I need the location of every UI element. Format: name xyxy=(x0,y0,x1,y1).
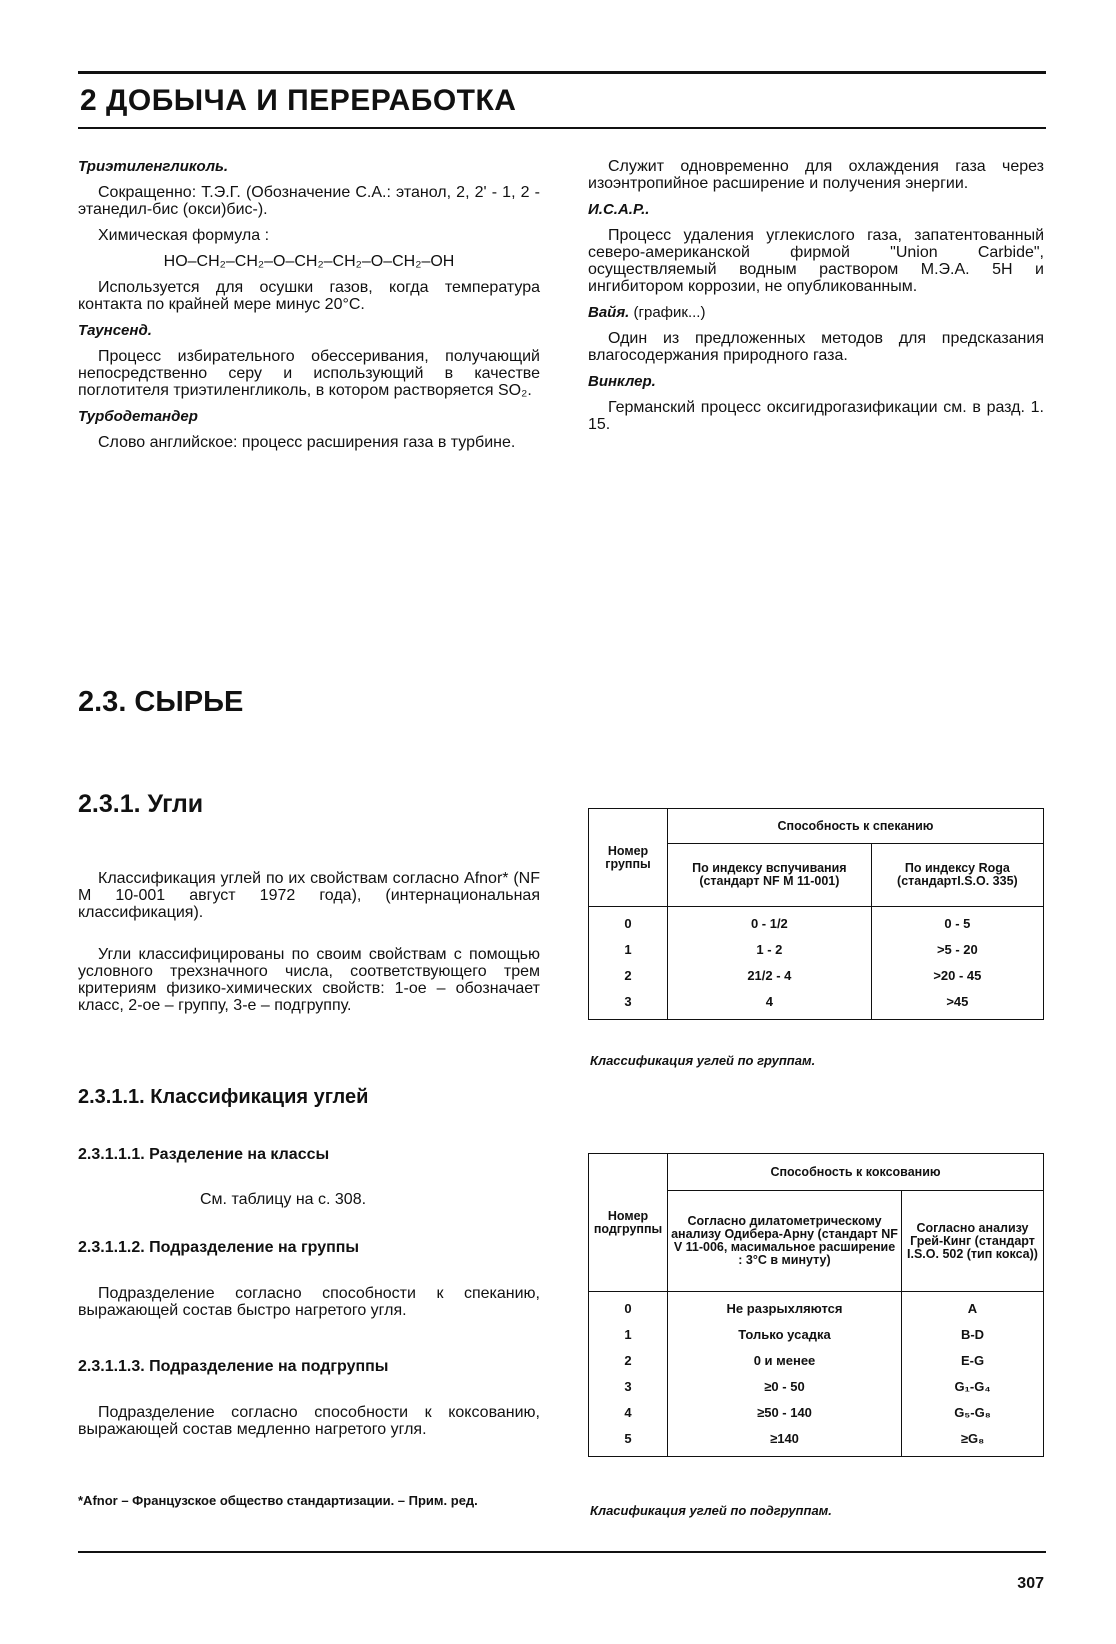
heading-coal-classification: 2.3.1.1. Классификация углей xyxy=(78,1086,369,1108)
chemical-formula: HO–CH₂–CH₂–O–CH₂–CH₂–O–CH₂–OH xyxy=(163,253,455,270)
table-cell: 0 и менее xyxy=(668,1348,902,1374)
footnote: *Afnor – Французское общество стандартизации. – Прим. ред. xyxy=(78,1493,478,1508)
chapter-title: 2 ДОБЫЧА И ПЕРЕРАБОТКА xyxy=(80,84,517,117)
table-cell: 21/2 - 4 xyxy=(668,963,872,989)
paragraph: Подразделение согласно способности к коксованию, выражающей состав медленно нагретого угля. xyxy=(78,1404,540,1438)
table-header-coking: Способность к коксованию xyxy=(668,1154,1044,1191)
table-row xyxy=(589,963,1044,989)
table-cell: 2 xyxy=(589,963,668,989)
table-row xyxy=(589,907,1044,938)
table-cell: 0 - 1/2 xyxy=(668,907,872,938)
term-isar: И.С.А.Р.. xyxy=(588,201,650,218)
left-top-column xyxy=(78,158,540,460)
table-row xyxy=(589,937,1044,963)
page-number: 307 xyxy=(1017,1575,1044,1592)
header-rule-bottom xyxy=(78,127,1046,129)
heading-groups: 2.3.1.1.2. Подразделение на группы xyxy=(78,1239,360,1256)
heading-division-classes: 2.3.1.1.1. Разделение на классы xyxy=(78,1146,330,1163)
table-cell: 1 xyxy=(589,937,668,963)
paragraph: Используется для осушки газов, когда температура контакта по крайней мере минус 20°С. xyxy=(78,279,540,313)
section-title: 2.3. СЫРЬЕ xyxy=(78,686,244,718)
paragraph: Процесс избирательного обессеривания, получающий непосредственно серу и использующий в качестве поглотителя триэтиленгликоль, в котором растворяется SO₂. xyxy=(78,348,540,399)
table-row xyxy=(589,1348,1044,1374)
table-caption-groups: Классификация углей по группам. xyxy=(590,1053,816,1068)
table-subgroups xyxy=(588,1153,1044,1457)
table-cell: >20 - 45 xyxy=(871,963,1043,989)
term-vaiya-label: Вайя. xyxy=(588,304,630,321)
table-row xyxy=(589,1292,1044,1323)
table-header-dilatometric: Согласно дилатометрическому анализу Одибера-Арну (стандарт NF V 11-006, масимальное расширение : 3°С в минуту) xyxy=(668,1191,902,1292)
paragraph: Классификация углей по их свойствам согласно Afnor* (NF M 10-001 август 1972 года), (интернациональная классификация). xyxy=(78,870,540,921)
table-cell: B-D xyxy=(902,1322,1044,1348)
table-cell: 1 - 2 xyxy=(668,937,872,963)
term-winkler: Винклер. xyxy=(588,373,656,390)
table-cell: 0 - 5 xyxy=(871,907,1043,938)
paragraph: Подразделение согласно способности к спеканию, выражающей состав быстро нагретого угля. xyxy=(78,1285,540,1319)
table-header-group-number: Номер группы xyxy=(589,809,668,907)
paragraph: Угли классифицированы по своим свойствам с помощью условного трехзначного числа, соответствующего трем критериям физико-химических свойств: 1-ое – обозначает класс, 2-ое – группу, 3-е – подгруппу. xyxy=(78,946,540,1014)
paragraph: Один из предложенных методов для предсказания влагосодержания природного газа. xyxy=(588,330,1044,364)
table-cell: A xyxy=(902,1292,1044,1323)
subsection-title: 2.3.1. Угли xyxy=(78,790,204,818)
table-cell: 4 xyxy=(589,1400,668,1426)
table-row xyxy=(589,1322,1044,1348)
table-cell: Не разрыхляются xyxy=(668,1292,902,1323)
paragraph: Сокращенно: Т.Э.Г. (Обозначение С.А.: этанол, 2, 2' - 1, 2 - этанедил-бис (окси)бис-). xyxy=(78,184,540,218)
table-cell: 3 xyxy=(589,1374,668,1400)
table-caption-subgroups: Класификация углей по подгруппам. xyxy=(590,1503,832,1518)
term-vaiya xyxy=(588,304,1044,321)
table-row xyxy=(589,1426,1044,1457)
paragraph: Германский процесс оксигидрогазификации см. в разд. 1. 15. xyxy=(588,399,1044,433)
table-cell: >5 - 20 xyxy=(871,937,1043,963)
table-cell: ≥G₈ xyxy=(902,1426,1044,1457)
term-townsend: Таунсенд. xyxy=(78,322,152,339)
right-top-column xyxy=(588,158,1044,442)
table-cell: 3 xyxy=(589,989,668,1020)
table-header-subgroup-number: Номер подгруппы xyxy=(589,1154,668,1292)
table-header-roga-index: По индексу Roga (стандартI.S.O. 335) xyxy=(871,844,1043,907)
table-groups xyxy=(588,808,1044,1020)
term-turboexpander: Турбодетандер xyxy=(78,408,198,425)
table-cell: G₁-G₄ xyxy=(902,1374,1044,1400)
header-rule-top xyxy=(78,71,1046,74)
table-cell: 0 xyxy=(589,907,668,938)
table-header-swelling-index: По индексу вспучивания (стандарт NF M 11-001) xyxy=(668,844,872,907)
table-cell: >45 xyxy=(871,989,1043,1020)
table-cell: G₅-G₈ xyxy=(902,1400,1044,1426)
table-cell: Только усадка xyxy=(668,1322,902,1348)
table-cell: 1 xyxy=(589,1322,668,1348)
term-triethyleneglycol: Триэтиленгликоль. xyxy=(78,158,229,175)
table-row xyxy=(589,1400,1044,1426)
paragraph: Процесс удаления углекислого газа, запатентованный северо-американской фирмой "Union Carbide", осуществляемый водным раствором М.Э.А. 5Н и ингибитором коррозии, не опубликованным. xyxy=(588,227,1044,295)
table-row xyxy=(589,989,1044,1020)
table-cell: 2 xyxy=(589,1348,668,1374)
paragraph: См. таблицу на с. 308. xyxy=(200,1191,367,1208)
paragraph: Химическая формула : xyxy=(98,227,270,244)
table-cell: ≥50 - 140 xyxy=(668,1400,902,1426)
table-header-gray-king: Согласно анализу Грей-Кинг (стандарт I.S.O. 502 (тип кокса)) xyxy=(902,1191,1044,1292)
paragraph: Слово английское: процесс расширения газа в турбине. xyxy=(98,434,516,451)
table-cell: ≥140 xyxy=(668,1426,902,1457)
footer-rule xyxy=(78,1551,1046,1553)
table-cell: ≥0 - 50 xyxy=(668,1374,902,1400)
table-header-caking: Способность к спеканию xyxy=(668,809,1044,844)
table-cell: 4 xyxy=(668,989,872,1020)
heading-subgroups: 2.3.1.1.3. Подразделение на подгруппы xyxy=(78,1358,389,1375)
paragraph: Служит одновременно для охлаждения газа через изоэнтропийное расширение и получения энергии. xyxy=(588,158,1044,192)
term-vaiya-note: (график...) xyxy=(629,304,706,321)
table-cell: 0 xyxy=(589,1292,668,1323)
table-cell: E-G xyxy=(902,1348,1044,1374)
table-row xyxy=(589,1374,1044,1400)
table-cell: 5 xyxy=(589,1426,668,1457)
